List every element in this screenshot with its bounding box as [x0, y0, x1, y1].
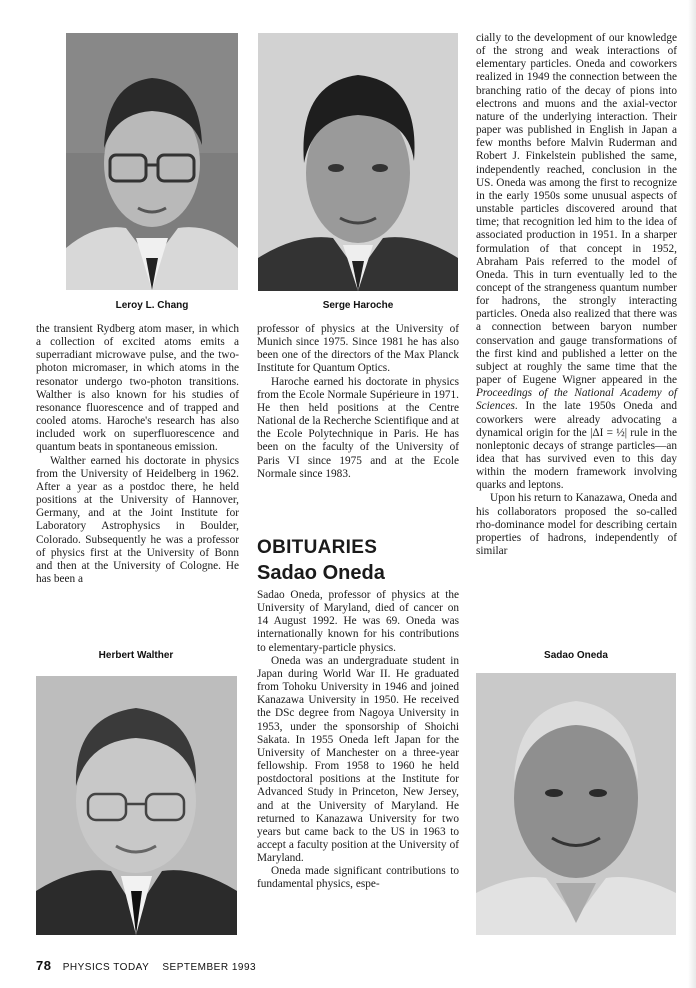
col3-paragraph-2: Upon his return to Kanazawa, Oneda and his collaborators proposed the so-called rho-dominance model for describing certain properties of hadrons, independently of similar [476, 492, 677, 558]
page-number: 78 [36, 958, 52, 973]
caption-leroy-chang: Leroy L. Chang [115, 300, 189, 311]
col2-paragraph-2: Haroche earned his doctorate in physics from the Ecole Normale Supérieure in 1971. He then held positions at the Centre National de la Recherche Scientifique and at the Ecole Polytechnique in Paris. He has been on the faculty of the University of Paris VI since 1975 and at the Ecole Normale since 1983. [257, 375, 459, 480]
issue-date: SEPTEMBER 1993 [162, 962, 257, 973]
col1-paragraph-2: Walther earned his doctorate in physics from the University of Heidelberg in 1962. After a year as a postdoc there, he held positions at the University of Hannover, Germany, and at the Joint Institute for Laboratory Astrophysics in Boulder, Colorado. Subsequently he was a professor of physics first at the University of Bonn and then at the University of Cologne. He has been a [36, 454, 239, 585]
caption-sadao-oneda: Sadao Oneda [544, 650, 608, 661]
column-2 [257, 323, 459, 481]
col1-paragraph-1: the transient Rydberg atom maser, in which a collection of excited atoms emits a superradiant microwave pulse, and the two-photon micromaser, in which atoms in the resonator undergo two-photon transitions. Walther is also known for his studies of resonance fluorescence and of trapped and cooled atoms. Haroche's research has also included work on superfluorescence and quantum beats in spontaneous emission. [36, 323, 239, 454]
page-footer [36, 958, 256, 973]
column-2-obituary [257, 589, 459, 892]
obituaries-section [257, 537, 459, 589]
photo-leroy-chang [66, 33, 238, 290]
col3-paragraph-1-part-a: cially to the development of our knowledge of the strong and weak interactions of elementary particles. Oneda and coworkers realized in 1949 the connection between the branching ratio of the decay of pions into electrons and muons and the axial-vector nature of the underlying interaction. Their paper was published in English in Japan a few months before Malvin Ruderman and Robert J. Finkelstein published the same, independently reached, conclusion in the US. Oneda was among the first to recognize in the early 1950s some unusual aspects of unstable particles discovered around that time; that recognition led him to the idea of associated production in 1951. In a sharper formulation of that concept in 1952, Abraham Pais referred to the model of Oneda. This in turn eventually led to the concept of the strangeness quantum number for hadrons, the strongly interacting particles. Oneda also realized that there was a connection between baryon number conservation and gauge transformations of the first kind and published a letter on the subject at roughly the same time that the paper of Eugene Wigner appeared in the [476, 32, 677, 387]
photo-serge-haroche [258, 33, 458, 291]
col2-paragraph-1: professor of physics at the University of Munich since 1975. Since 1981 he has also been one of the directors of the Max Planck Institute for Quantum Optics. [257, 323, 459, 375]
col3-paragraph-1-part-b: . In the late 1950s Oneda and coworkers were already advocating a dynamical origin for the |ΔI = ½| rule in the nonleptonic decays of strange particles—an idea that has survived even to this day within the modern framework involving quarks and leptons. [476, 400, 677, 492]
col3-paragraph-1 [476, 32, 677, 492]
photo-herbert-walther [36, 676, 237, 935]
col3-journal-title: Proceedings of the National Academy of Sciences [476, 387, 677, 413]
column-3 [476, 32, 677, 558]
column-1 [36, 323, 239, 586]
scan-edge [688, 0, 696, 988]
obituary-name: Sadao Oneda [257, 562, 385, 584]
col2-paragraph-5: Oneda made significant contributions to fundamental physics, espe- [257, 865, 459, 891]
photo-sadao-oneda [476, 673, 676, 935]
journal-name: PHYSICS TODAY [62, 962, 150, 973]
col2-paragraph-3: Sadao Oneda, professor of physics at the University of Maryland, died of cancer on 14 August 1992. He was 69. Oneda was internationally known for his contributions to elementary-particle physics. [257, 589, 459, 654]
col2-paragraph-4: Oneda was an undergraduate student in Japan during World War II. He graduated from Tohoku University in 1946 and joined Kanazawa University in 1950. He received the DSc degree from Nagoya University in 1953, under the sponsorship of Shoichi Sakata. In 1955 Oneda left Japan for the University of Manchester on a three-year fellowship. From 1958 to 1960 he held postdoctoral positions at the Institute for Advanced Study in Princeton, New Jersey, and at the University of Maryland. He returned to Kanazawa University for two years but came back to the US in 1963 to accept a faculty position at the University of Maryland. [257, 654, 459, 865]
caption-herbert-walther: Herbert Walther [98, 650, 174, 661]
section-heading: OBITUARIES [257, 537, 378, 558]
caption-serge-haroche: Serge Haroche [322, 300, 394, 311]
